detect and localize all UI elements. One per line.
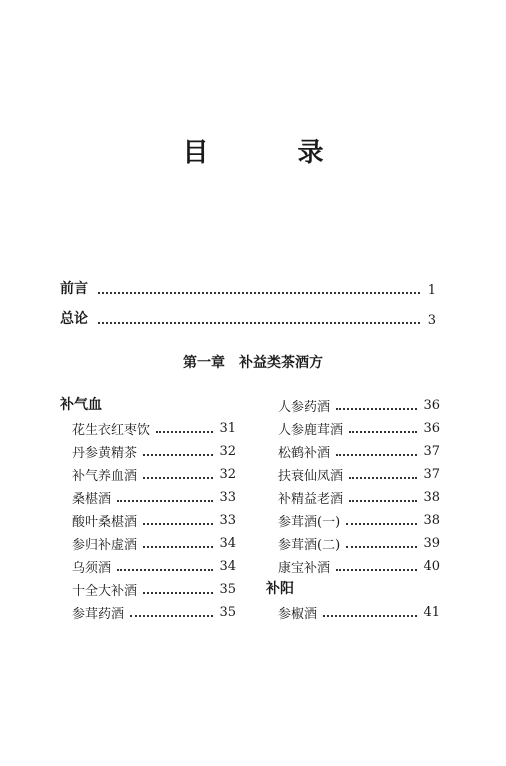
toc-column-left <box>60 394 236 624</box>
entry-label: 总论 <box>60 311 88 327</box>
entry-page: 33 <box>219 513 236 528</box>
entry-page: 35 <box>219 605 236 620</box>
dot-leader <box>336 454 417 456</box>
dot-leader <box>143 592 213 594</box>
entry-label: 乌须酒 <box>72 561 112 576</box>
toc-entry[interactable] <box>266 532 440 555</box>
dot-leader <box>346 523 417 525</box>
toc-column-right <box>266 394 440 624</box>
dot-leader <box>336 408 417 410</box>
toc-entry[interactable] <box>266 555 440 578</box>
entry-label: 参椒酒 <box>278 607 318 622</box>
entry-label: 补精益老酒 <box>278 492 344 507</box>
entry-label: 参茸酒(一) <box>278 515 341 530</box>
entry-label: 丹参黄精茶 <box>72 446 138 461</box>
toc-entry[interactable] <box>266 440 440 463</box>
toc-entry-preface[interactable] <box>60 278 436 298</box>
section-heading: 补气血 <box>60 397 102 413</box>
entry-page: 40 <box>423 559 440 574</box>
section-heading: 补阳 <box>266 581 294 597</box>
entry-label: 康宝补酒 <box>278 561 331 576</box>
entry-page: 31 <box>219 421 236 436</box>
entry-page: 37 <box>423 467 440 482</box>
entry-page: 1 <box>427 283 436 298</box>
dot-leader <box>336 569 417 571</box>
toc-entry[interactable] <box>60 532 236 555</box>
entry-label: 花生衣红枣饮 <box>72 423 151 438</box>
dot-leader <box>117 569 213 571</box>
dot-leader <box>143 523 213 525</box>
dot-leader <box>349 431 417 433</box>
toc-entry[interactable] <box>60 578 236 601</box>
dot-leader <box>130 615 213 617</box>
toc-entry[interactable] <box>266 394 440 417</box>
entry-label: 松鹤补酒 <box>278 446 331 461</box>
entry-page: 36 <box>423 398 440 413</box>
entry-label: 参归补虚酒 <box>72 538 138 553</box>
entry-page: 35 <box>219 582 236 597</box>
dot-leader <box>156 431 213 433</box>
entry-page: 38 <box>423 513 440 528</box>
entry-page: 36 <box>423 421 440 436</box>
entry-label: 参茸药酒 <box>72 607 125 622</box>
toc-entry[interactable] <box>266 601 440 624</box>
entry-page: 32 <box>219 444 236 459</box>
entry-page: 33 <box>219 490 236 505</box>
dot-leader <box>98 292 420 294</box>
dot-leader <box>143 454 213 456</box>
entry-page: 3 <box>427 313 436 328</box>
entry-label: 人参药酒 <box>278 400 331 415</box>
entry-label: 扶衰仙凤酒 <box>278 469 344 484</box>
toc-entry[interactable] <box>60 509 236 532</box>
entry-label: 十全大补酒 <box>72 584 138 599</box>
entry-page: 34 <box>219 559 236 574</box>
entry-page: 41 <box>423 605 440 620</box>
toc-entry[interactable] <box>266 509 440 532</box>
entry-page: 38 <box>423 490 440 505</box>
toc-entry[interactable] <box>60 463 236 486</box>
toc-entry[interactable] <box>266 417 440 440</box>
page-title: 目 录 <box>182 138 364 168</box>
dot-leader <box>98 322 420 324</box>
dot-leader <box>117 500 213 502</box>
toc-entry[interactable] <box>60 486 236 509</box>
dot-leader <box>323 615 417 617</box>
toc-entry[interactable] <box>60 601 236 624</box>
toc-entry[interactable] <box>60 417 236 440</box>
toc-entry[interactable] <box>266 486 440 509</box>
entry-label: 酸叶桑椹酒 <box>72 515 138 530</box>
entry-label: 参茸酒(二) <box>278 538 341 553</box>
entry-page: 37 <box>423 444 440 459</box>
dot-leader <box>143 546 213 548</box>
entry-label: 补气养血酒 <box>72 469 138 484</box>
dot-leader <box>143 477 213 479</box>
toc-entry-overview[interactable] <box>60 308 436 328</box>
toc-entry[interactable] <box>60 555 236 578</box>
dot-leader <box>346 546 417 548</box>
chapter-heading: 第一章 补益类茶酒方 <box>183 355 323 371</box>
dot-leader <box>349 500 417 502</box>
entry-label: 人参鹿茸酒 <box>278 423 344 438</box>
entry-label: 桑椹酒 <box>72 492 112 507</box>
dot-leader <box>349 477 417 479</box>
entry-page: 34 <box>219 536 236 551</box>
entry-page: 39 <box>423 536 440 551</box>
toc-entry[interactable] <box>60 440 236 463</box>
entry-page: 32 <box>219 467 236 482</box>
entry-label: 前言 <box>60 281 88 297</box>
toc-entry[interactable] <box>266 463 440 486</box>
